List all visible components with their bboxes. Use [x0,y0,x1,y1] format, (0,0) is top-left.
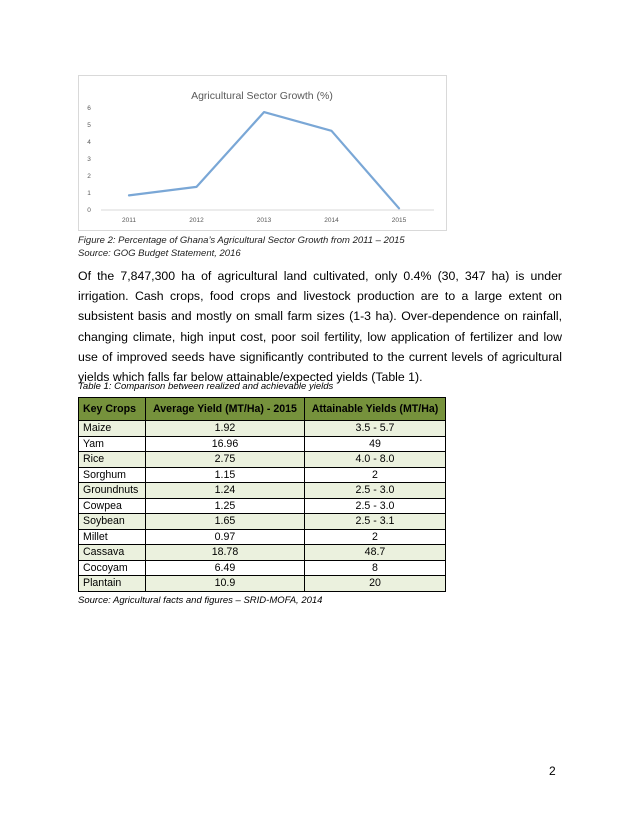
average-yield-cell: 18.78 [145,545,304,561]
table-row [79,498,446,514]
average-yield-cell: 1.92 [145,421,304,437]
y-tick-label: 2 [87,173,91,180]
crop-name-cell: Sorghum [79,467,146,483]
attainable-yield-cell: 48.7 [304,545,445,561]
y-tick-label: 4 [87,139,91,146]
table-row [79,421,446,437]
average-yield-cell: 1.15 [145,467,304,483]
crop-name-cell: Millet [79,529,146,545]
crop-name-cell: Yam [79,436,146,452]
attainable-yield-cell: 8 [304,560,445,576]
y-tick-label: 6 [87,105,91,112]
figure-caption: Figure 2: Percentage of Ghana’s Agricultural Sector Growth from 2011 – 2015 [78,235,405,246]
x-tick-label: 2011 [122,217,136,224]
crop-name-cell: Cocoyam [79,560,146,576]
attainable-yield-cell: 2 [304,467,445,483]
y-tick-label: 1 [87,190,91,197]
header-attainable-yield: Attainable Yields (MT/Ha) [304,398,445,421]
crop-name-cell: Maize [79,421,146,437]
average-yield-cell: 1.65 [145,514,304,530]
crop-name-cell: Cowpea [79,498,146,514]
growth-chart-svg [79,76,446,230]
header-average-yield: Average Yield (MT/Ha) - 2015 [145,398,304,421]
y-tick-label: 5 [87,122,91,129]
header-key-crops: Key Crops [79,398,146,421]
attainable-yield-cell: 2.5 - 3.0 [304,483,445,499]
attainable-yield-cell: 4.0 - 8.0 [304,452,445,468]
x-tick-label: 2015 [391,217,407,224]
attainable-yield-cell: 20 [304,576,445,592]
page-number: 2 [549,764,556,778]
table-source: Source: Agricultural facts and figures – SRID-MOFA, 2014 [78,595,323,606]
table-row [79,452,446,468]
body-paragraph: Of the 7,847,300 ha of agricultural land cultivated, only 0.4% (30, 347 ha) is under irrigation. Cash crops, food crops and livestock production are to a large extent on subsistent basis and mostly on small farm sizes (1-3 ha). Over-dependence on rainfall, changing climate, high input cost, poor soil fertility, low application of fertilizer and low use of improved seeds have significantly contributed to the current levels of agricultural yields which falls far below attainable/expected yields (Table 1). [78,269,562,385]
table-row [79,560,446,576]
crop-name-cell: Groundnuts [79,483,146,499]
table-row [79,467,446,483]
crop-name-cell: Rice [79,452,146,468]
attainable-yield-cell: 2 [304,529,445,545]
average-yield-cell: 2.75 [145,452,304,468]
y-tick-label: 0 [87,207,91,214]
y-tick-label: 3 [87,156,91,163]
table-header-row [79,398,446,421]
table-row [79,514,446,530]
table-row [79,529,446,545]
table-row [79,545,446,561]
average-yield-cell: 6.49 [145,560,304,576]
table-caption: Table 1: Comparison between realized and achievable yields [78,381,334,392]
crop-name-cell: Cassava [79,545,146,561]
growth-chart [78,75,447,231]
chart-title: Agricultural Sector Growth (%) [191,90,333,102]
x-tick-label: 2014 [324,217,339,224]
yields-table [78,397,446,592]
figure-source: Source: GOG Budget Statement, 2016 [78,248,241,259]
crop-name-cell: Soybean [79,514,146,530]
table-row [79,436,446,452]
growth-series-line [129,112,399,208]
attainable-yield-cell: 3.5 - 5.7 [304,421,445,437]
x-tick-label: 2013 [256,217,272,224]
attainable-yield-cell: 2.5 - 3.0 [304,498,445,514]
table-row [79,576,446,592]
average-yield-cell: 0.97 [145,529,304,545]
x-tick-label: 2012 [189,217,204,224]
average-yield-cell: 1.24 [145,483,304,499]
attainable-yield-cell: 49 [304,436,445,452]
average-yield-cell: 16.96 [145,436,304,452]
average-yield-cell: 1.25 [145,498,304,514]
average-yield-cell: 10.9 [145,576,304,592]
table-row [79,483,446,499]
attainable-yield-cell: 2.5 - 3.1 [304,514,445,530]
crop-name-cell: Plantain [79,576,146,592]
